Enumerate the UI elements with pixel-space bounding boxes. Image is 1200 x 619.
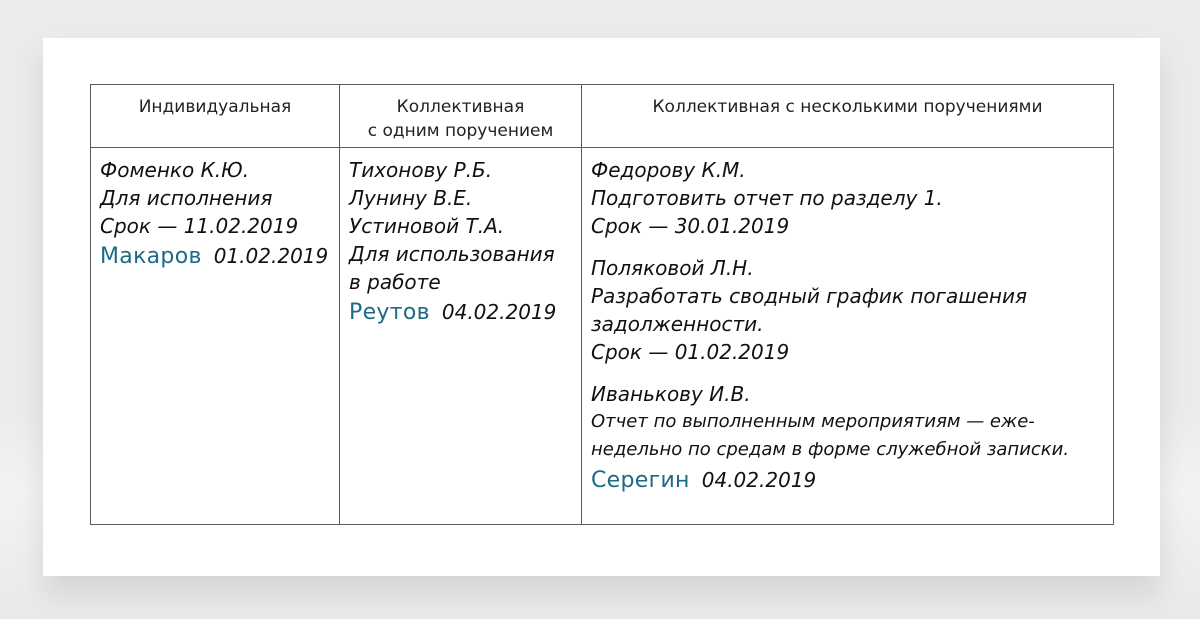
resolution-line: Для исполнения bbox=[100, 186, 273, 210]
resolution-line: задолженности. bbox=[591, 312, 764, 336]
signature-date: 04.02.2019 bbox=[441, 300, 557, 324]
header-line: Коллективная bbox=[396, 97, 525, 117]
resolution-line: Отчет по выполненным мероприятиям — еже- bbox=[591, 411, 1035, 432]
resolution-line: в работе bbox=[349, 270, 441, 294]
resolution-line: Лунину В.Е. bbox=[349, 186, 473, 210]
resolution-line: Срок — 11.02.2019 bbox=[100, 214, 299, 238]
resolution-line: Поляковой Л.Н. bbox=[591, 256, 754, 280]
signature-name: Макаров bbox=[100, 244, 202, 269]
resolution-line: Иванькову И.В. bbox=[591, 382, 751, 406]
resolution-line: Тихонову Р.Б. bbox=[349, 158, 493, 182]
header-line: Коллективная с несколькими поручениями bbox=[652, 97, 1043, 117]
table-header-row bbox=[91, 85, 1114, 148]
assignment-block bbox=[591, 380, 1113, 464]
header-line: Индивидуальная bbox=[138, 97, 292, 117]
resolution-line: недельно по средам в форме служебной записки. bbox=[591, 439, 1070, 460]
header-line: с одним поручением bbox=[367, 121, 554, 141]
resolution-line: Срок — 01.02.2019 bbox=[591, 340, 790, 364]
table-row bbox=[91, 148, 1114, 525]
resolution-types-table bbox=[90, 84, 1114, 525]
resolution-line: Федорову К.М. bbox=[591, 158, 746, 182]
signature-date: 01.02.2019 bbox=[213, 244, 329, 268]
signature bbox=[591, 468, 1113, 493]
header-individual bbox=[91, 85, 340, 148]
resolution-line: Для использования bbox=[349, 242, 555, 266]
assignment-block bbox=[591, 254, 1113, 366]
document-card bbox=[43, 38, 1160, 576]
assignment-block bbox=[591, 156, 1113, 240]
cell-individual bbox=[91, 148, 340, 525]
resolution-line: Устиновой Т.А. bbox=[349, 214, 505, 238]
resolution-line: Разработать сводный график погашения bbox=[591, 284, 1028, 308]
header-collective-single bbox=[340, 85, 582, 148]
signature bbox=[349, 300, 581, 325]
resolution-line: Подготовить отчет по разделу 1. bbox=[591, 186, 943, 210]
cell-collective-multiple bbox=[582, 148, 1114, 525]
signature-date: 04.02.2019 bbox=[701, 468, 817, 492]
header-collective-multiple bbox=[582, 85, 1114, 148]
signature-name: Серегин bbox=[591, 468, 690, 493]
signature-name: Реутов bbox=[349, 300, 430, 325]
cell-collective-single bbox=[340, 148, 582, 525]
resolution-line: Срок — 30.01.2019 bbox=[591, 214, 790, 238]
signature bbox=[100, 244, 339, 269]
resolution-line: Фоменко К.Ю. bbox=[100, 158, 250, 182]
